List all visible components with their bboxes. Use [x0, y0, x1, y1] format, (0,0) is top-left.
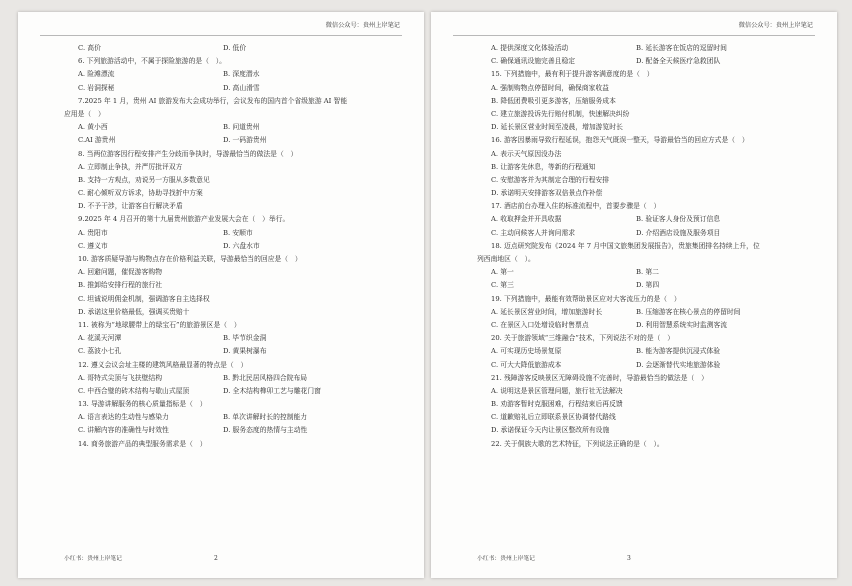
option-text: D. 承诺这里价格最低，强调买贵赔十 — [78, 307, 190, 316]
option-text: D. 承诺保证今天内让景区整改所有设施 — [491, 426, 610, 435]
option-row — [64, 424, 396, 437]
question-text: 13. 导游讲解服务的核心质量指标是（ ） — [78, 400, 207, 409]
option-text: B. 验证客人身份及预订信息 — [636, 215, 721, 224]
option-text: D. 六盘水市 — [223, 241, 260, 250]
question-text: 9.2025 年 4 月召开的第十九届贵州旅游产业发展大会在（ ）举行。 — [78, 215, 290, 224]
option-text: B. 黔北民居风格四合院布局 — [223, 373, 308, 382]
option-text: C. 耐心倾听双方诉求，协助寻找折中方案 — [78, 189, 203, 198]
option-text: B. 能为游客提供沉浸式体验 — [636, 347, 721, 356]
option-text: A. 哥特式尖顶与飞扶壁结构 — [78, 373, 162, 382]
page-number: 2 — [214, 555, 218, 562]
option-row — [477, 345, 809, 358]
header-rule — [40, 35, 402, 36]
option-text: B. 压缩游客在核心景点的停留时间 — [636, 307, 741, 316]
page-number: 3 — [627, 555, 631, 562]
option-text: D. 介绍酒店设施及服务项目 — [636, 228, 721, 237]
option-text: D. 配备全天候医疗急救团队 — [636, 57, 721, 66]
question-text: 10. 游客质疑导游与购物点存在价格利益关联，导游最恰当的回应是（ ） — [78, 255, 302, 263]
option-text: B. 第二 — [636, 268, 659, 277]
question-text: 14. 商务旅游产品的典型服务需求是（ ） — [78, 439, 207, 448]
option-row — [64, 134, 396, 147]
option-row — [64, 68, 396, 81]
question-text: 16. 游客因暴雨导致行程延误，抱怨天气既误一整天，导游最恰当的回应方式是（ ） — [491, 136, 749, 145]
option-text: C. 建立旅游投诉先行赔付机制，快速解决纠纷 — [491, 109, 630, 118]
option-text: A. 语言表达的生动性与感染力 — [78, 413, 169, 422]
document-page-right — [431, 12, 837, 578]
option-text: D. 服务态度的热情与主动性 — [223, 426, 308, 435]
option-row — [64, 372, 396, 385]
option-text: C. 道歉赔礼后立即联系景区协调替代路线 — [491, 413, 616, 422]
option-text: A. 收取押金并开具收据 — [491, 215, 562, 224]
option-text: A. 贵阳市 — [78, 228, 108, 237]
option-text: C. 高价 — [78, 44, 101, 52]
option-text: B. 深度潜水 — [223, 70, 260, 79]
option-text: B. 劝游客暂时克服困难，行程结束后再反馈 — [491, 400, 623, 409]
option-text: C. 中西合璧的砖木结构与歇山式屋顶 — [78, 386, 190, 395]
option-row — [64, 411, 396, 424]
option-text: D. 第四 — [636, 281, 660, 290]
option-text: C. 在景区入口处增设临时售票点 — [491, 320, 589, 329]
option-text: A. 延长景区营业时间，增加旅游时长 — [491, 307, 603, 316]
question-text: 11. 被称为“地球腰带上的绿宝石”的旅游景区是（ ） — [78, 320, 241, 329]
option-text: B. 问道贵州 — [223, 123, 260, 132]
option-text: A. 第一 — [491, 268, 514, 277]
option-text: C. 岩洞探秘 — [78, 83, 115, 92]
page-footer: 小红书：贵州上岸笔记 — [64, 556, 122, 562]
option-text: A. 表示天气原因没办法 — [491, 149, 562, 158]
option-text: D. 承诺明天安排游客双倍景点作补偿 — [491, 189, 603, 198]
option-row — [477, 319, 809, 332]
option-row — [477, 279, 809, 292]
option-text: C. 第三 — [491, 281, 514, 290]
question-text: 20. 关于旅游领域“三维融合”技术，下列说法不对的是（ ） — [491, 334, 675, 343]
option-row — [64, 121, 396, 134]
option-text: B. 毕节织金洞 — [223, 334, 267, 343]
header-rule — [453, 35, 815, 36]
option-text: D. 不予干涉，让游客自行解决矛盾 — [78, 202, 183, 211]
option-row — [477, 42, 809, 55]
option-text: A. 险滩漂流 — [78, 70, 115, 79]
option-text: A. 黄小西 — [78, 123, 108, 132]
option-row — [477, 359, 809, 372]
question-text: 8. 当两位游客因行程安排产生分歧而争执时，导游最恰当的做法是（ ） — [78, 149, 298, 158]
document-page-left — [18, 12, 424, 578]
option-row — [477, 213, 809, 226]
option-text: C. 讲解内容的准确性与时效性 — [78, 426, 169, 435]
question-text: 7.2025 年 1 月，贵州 AI 旅游发布大会成功举行，会议发布的国内首个省级旅游 AI 智能 — [78, 96, 348, 105]
option-row — [64, 42, 396, 55]
question-text: 19. 下列措施中，最能有效帮助景区应对大客流压力的是（ ） — [491, 294, 681, 303]
option-text: D. 会逐渐替代实地旅游体验 — [636, 360, 721, 369]
option-text: A. 提供深度文化体验活动 — [491, 44, 569, 52]
question-text: 22. 关于侗族大歌的艺术特征，下列说法正确的是（ ）。 — [491, 439, 664, 448]
page-body — [64, 42, 396, 451]
option-text: B. 降低团费吸引更多游客，压缩服务成本 — [491, 96, 616, 105]
option-text: A. 立即制止争执，并严厉批评双方 — [78, 162, 183, 171]
question-text: 15. 下列措施中，最有利于提升游客满意度的是（ ） — [491, 70, 654, 79]
question-text: 18. 迈点研究院发布《2024 年 7 月中国文旅集团发展报告》，贵旅集团排名持续上升，位 — [491, 241, 760, 250]
option-text: C. 安慰游客并为其制定合理的行程安排 — [491, 175, 610, 184]
option-row — [477, 227, 809, 240]
page-footer: 小红书：贵州上岸笔记 — [477, 556, 535, 562]
option-text: A. 可实现历史场景复原 — [491, 347, 562, 356]
option-row — [64, 332, 396, 345]
option-text: C. 确保通讯设施完善且稳定 — [491, 57, 576, 66]
option-text: A. 花溪天河潭 — [78, 334, 122, 343]
question-text: 21. 残障游客反映景区无障碍设施不完善时，导游最恰当的做法是（ ） — [491, 373, 708, 382]
option-text: C.AI 游贵州 — [78, 136, 116, 145]
option-text: B. 延长游客在饭店的逗留时间 — [636, 44, 727, 52]
option-text: D. 一码游贵州 — [223, 136, 267, 145]
option-row — [64, 227, 396, 240]
question-text: 17. 酒店前台办理入住的标准流程中，首要步骤是（ ） — [491, 202, 661, 211]
option-text: C. 遵义市 — [78, 241, 108, 250]
page-body — [477, 42, 809, 451]
page-header: 微信公众号：贵州上岸笔记 — [738, 22, 813, 29]
option-text: C. 坦诚说明佣金机制，强调游客自主选择权 — [78, 294, 210, 303]
option-text: D. 全木结构榫卯工艺与雕花门窗 — [223, 386, 321, 395]
option-text: D. 低价 — [223, 44, 247, 52]
option-text: C. 可大大降低旅游成本 — [491, 360, 562, 369]
option-row — [64, 82, 396, 95]
option-text: A. 说明这是景区管理问题，旅行社无法解决 — [491, 386, 623, 395]
option-text: D. 高山滑雪 — [223, 83, 260, 92]
option-text: B. 让游客先休息，等新的行程通知 — [491, 162, 596, 171]
option-text: D. 利用智慧系统实时监测客流 — [636, 320, 728, 329]
option-row — [64, 385, 396, 398]
page-header: 微信公众号：贵州上岸笔记 — [325, 22, 400, 29]
option-text: B. 支持一方观点，劝说另一方服从多数意见 — [78, 175, 210, 184]
text-line: 列西南地区（ ）。 — [477, 255, 535, 263]
option-text: A. 强制购物点停留时间，确保商家收益 — [491, 83, 609, 92]
question-text: 12. 遵义会议会址主楼的建筑风格最显著的特点是（ ） — [78, 360, 248, 369]
question-text: 6. 下列旅游活动中，不属于探险旅游的是（ ）。 — [78, 57, 226, 66]
option-text: A. 回避问题，催促游客购物 — [78, 268, 162, 277]
option-text: B. 推卸给安排行程的旅行社 — [78, 281, 163, 290]
option-row — [477, 306, 809, 319]
option-row — [64, 240, 396, 253]
option-text: C. 主动问候客人并询问需求 — [491, 228, 576, 237]
option-row — [477, 55, 809, 68]
option-row — [64, 345, 396, 358]
option-text: B. 安顺市 — [223, 228, 253, 237]
option-text: D. 黄果树瀑布 — [223, 347, 267, 356]
option-row — [477, 266, 809, 279]
text-line: 应用是（ ） — [64, 109, 105, 118]
option-text: B. 单次讲解时长的控制能力 — [223, 413, 308, 422]
option-text: C. 荔波小七孔 — [78, 347, 122, 356]
option-text: D. 延长景区营业时间至凌晨，增加游览时长 — [491, 123, 623, 132]
